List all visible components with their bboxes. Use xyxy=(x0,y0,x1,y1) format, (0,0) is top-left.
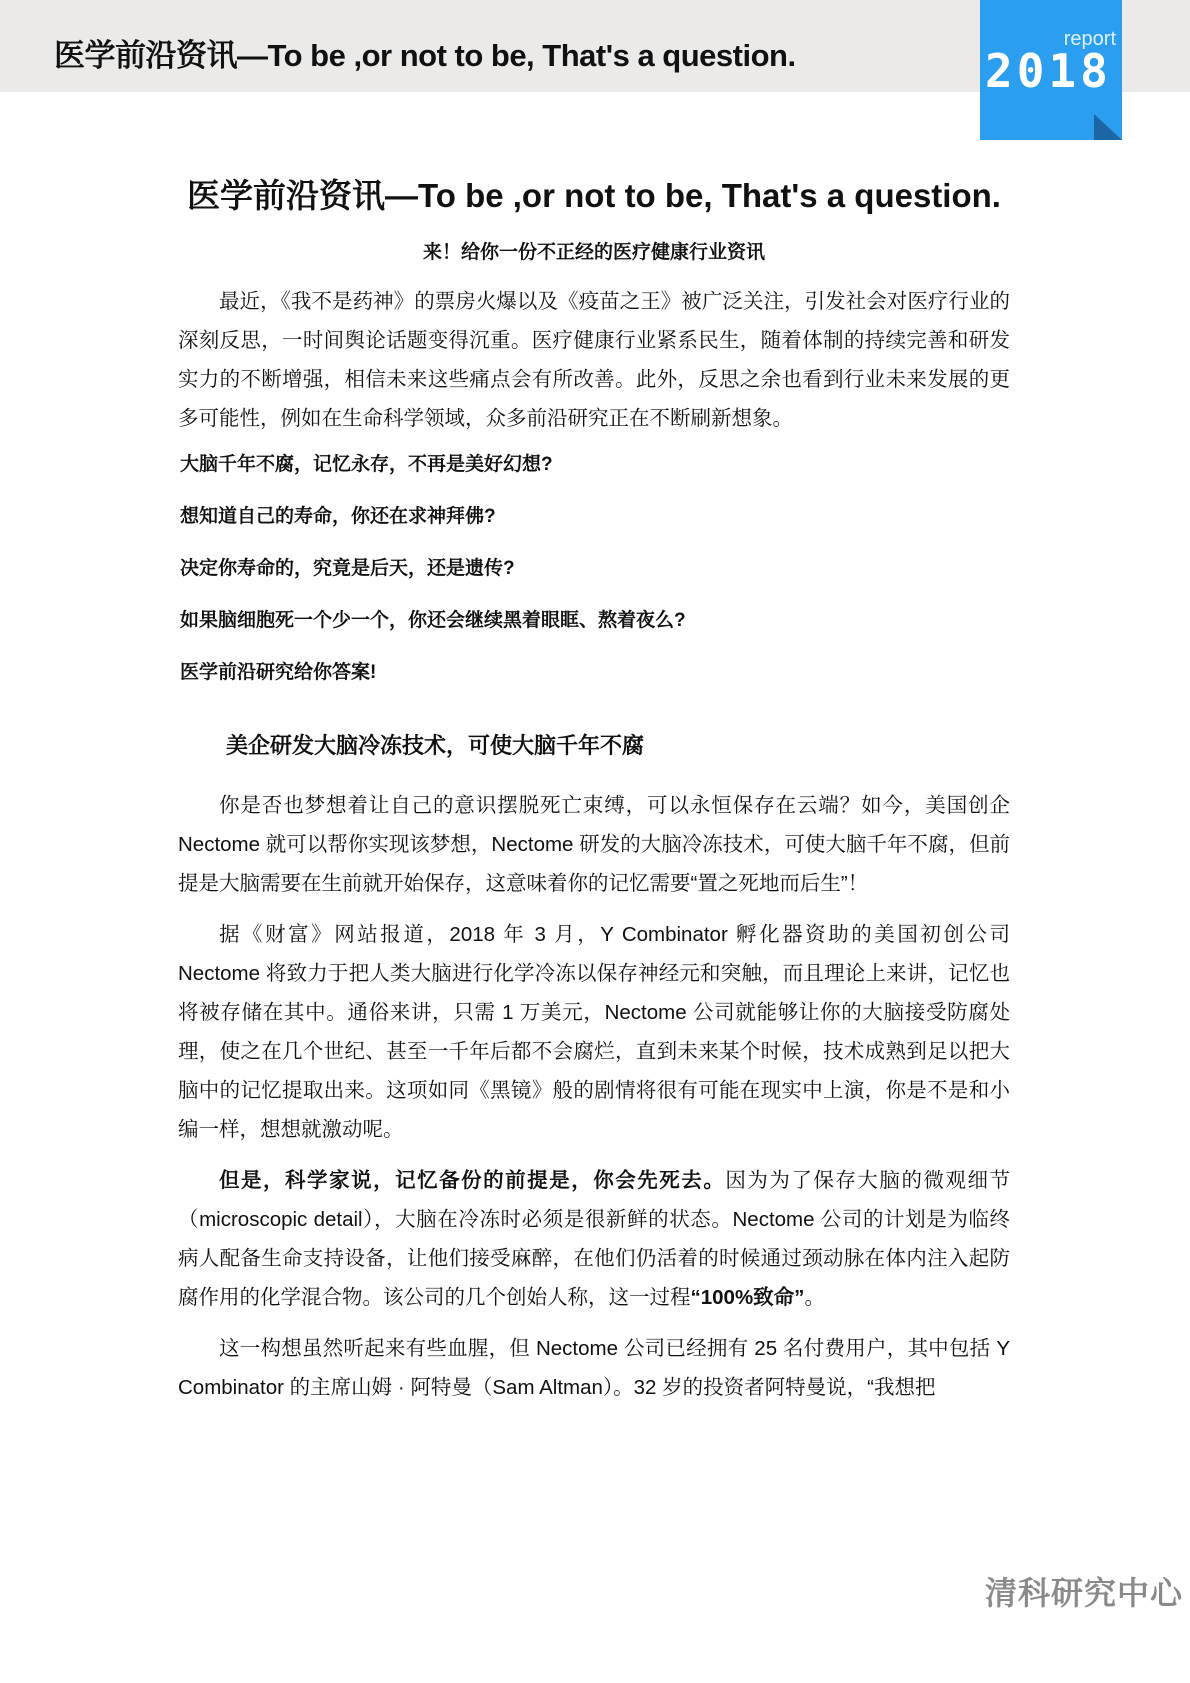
badge-word: report xyxy=(1063,28,1116,50)
document-subtitle: 来！给你一份不正经的医疗健康行业资讯 xyxy=(422,242,765,263)
page-fold-icon xyxy=(1094,114,1122,140)
paragraph-3-text: 因为为了保存大脑的微观细节（microscopic detail），大脑在冷冻时必须是很新鲜的状态。Nectome 公司的计划是为临终病人配备生命支持设备，让他们接受麻醉，在他们仍活着的时候通过颈动脉在体内注入起防腐作用的化学混合物。该公司的几个创始人称，这一过程 xyxy=(178,1169,1010,1309)
badge-year: 2018 xyxy=(985,44,1112,98)
intro-paragraph: 最近，《我不是药神》的票房火爆以及《疫苗之王》被广泛关注，引发社会对医疗行业的深刻反思，一时间舆论话题变得沉重。医疗健康行业紧系民生，随着体制的持续完善和研发实力的不断增强，相信未来这些痛点会有所改善。此外，反思之余也看到行业未来发展的更多可能性，例如在生命科学领域，众多前沿研究正在不断刷新想象。 xyxy=(178,290,1010,430)
paragraph-3-quote: “100%致命” xyxy=(690,1286,805,1309)
paragraph-2: 据《财富》网站报道，2018 年 3 月，Y Combinator 孵化器资助的美国初创公司 Nectome 将致力于把人类大脑进行化学冷冻以保存神经元和突触，而且理论上来讲，记忆也将被存储在其中。通俗来讲，只需 1 万美元，Nectome 公司就能够让你的大脑接受防腐处理，使之在几个世纪、甚至一千年后都不会腐烂，直到未来某个时候，技术成熟到足以把大脑中的记忆提取出来。这项如同《黑镜》般的剧情将很有可能在现实中上演，你是不是和小编一样，想想就激动呢。 xyxy=(178,923,1010,1141)
paragraph-3-bold: 但是，科学家说，记忆备份的前提是，你会先死去。 xyxy=(219,1169,726,1192)
question-4: 如果脑细胞死一个少一个，你还会继续黑着眼眶、熬着夜么? xyxy=(180,610,686,631)
question-1: 大脑千年不腐，记忆永存，不再是美好幻想? xyxy=(180,454,553,475)
section-heading: 美企研发大脑冷冻技术，可使大脑千年不腐 xyxy=(226,733,645,758)
document-title: 医学前沿资讯—To be ,or not to be, That's a question. xyxy=(187,177,1001,214)
paragraph-3 xyxy=(178,1161,1010,1317)
watermark-logo: 清科研究中心 xyxy=(985,1575,1184,1611)
paragraph-3-end: 。 xyxy=(804,1286,825,1309)
report-year-badge xyxy=(980,0,1122,140)
header-title: 医学前沿资讯—To be ,or not to be, That's a question. xyxy=(54,38,796,73)
paragraph-4: 这一构想虽然听起来有些血腥，但 Nectome 公司已经拥有 25 名付费用户，其中包括 Y Combinator 的主席山姆 · 阿特曼（Sam Altman）。32 岁的投资者阿特曼说，“我想把 xyxy=(178,1337,1010,1399)
question-2: 想知道自己的寿命，你还在求神拜佛? xyxy=(180,506,496,527)
question-5: 医学前沿研究给你答案! xyxy=(180,662,377,683)
document-body xyxy=(178,160,1010,1419)
question-3: 决定你寿命的，究竟是后天，还是遗传? xyxy=(180,558,515,579)
paragraph-1: 你是否也梦想着让自己的意识摆脱死亡束缚，可以永恒保存在云端？如今，美国创企 Nectome 就可以帮你实现该梦想，Nectome 研发的大脑冷冻技术，可使大脑千年不腐，但前提是大脑需要在生前就开始保存，这意味着你的记忆需要“置之死地而后生”！ xyxy=(178,794,1010,895)
